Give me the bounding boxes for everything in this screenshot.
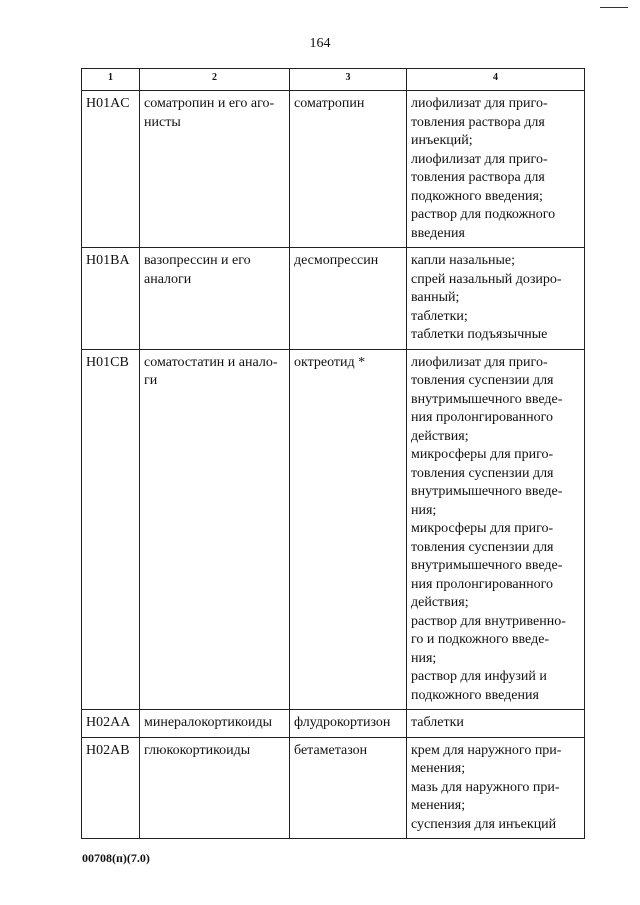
corner-mark bbox=[600, 7, 628, 8]
page-number: 164 bbox=[309, 36, 331, 51]
drug-group-line: глюкокортикоиды bbox=[144, 742, 251, 758]
dosage-form-line: таблетки bbox=[411, 715, 464, 730]
dosage-form-line: ния пролонгированного bbox=[411, 576, 553, 592]
drug-group-line: соматостатин и анало- bbox=[144, 354, 278, 370]
dosage-form-line: ния; bbox=[411, 650, 437, 666]
substance-cell: десмопрессин bbox=[290, 248, 407, 350]
dosage-form-line: таблетки подъязычные bbox=[411, 327, 548, 342]
atc-code-cell: H01AC bbox=[82, 91, 140, 248]
substance-cell: октреотид * bbox=[290, 349, 407, 710]
drug-group-cell bbox=[140, 349, 290, 710]
drug-group-line: минералокортикоиды bbox=[144, 715, 273, 730]
table-row bbox=[82, 91, 585, 248]
drug-group-line: аналоги bbox=[144, 271, 192, 287]
dosage-form-line: капли назальные; bbox=[411, 253, 516, 268]
drug-group-line: соматропин и его аго- bbox=[144, 96, 275, 111]
dosage-form-line: микросферы для приго- bbox=[411, 521, 554, 536]
dosage-form-line: подкожного введения; bbox=[411, 188, 543, 204]
drug-group-cell bbox=[140, 248, 290, 350]
column-header: 3 bbox=[290, 69, 407, 91]
dosage-form-line: действия; bbox=[411, 428, 469, 444]
dosage-form-line: инъекций; bbox=[411, 133, 473, 148]
dosage-form-line: таблетки; bbox=[411, 308, 468, 324]
table-row bbox=[82, 737, 585, 839]
dosage-form-cell bbox=[407, 248, 585, 350]
drug-group-line: вазопрессин и его bbox=[144, 253, 251, 268]
document-table bbox=[81, 68, 585, 839]
dosage-form-line: крем для наружного при- bbox=[411, 742, 562, 758]
atc-code-cell: H02AB bbox=[82, 737, 140, 839]
dosage-form-line: внутримышечного введе- bbox=[411, 558, 563, 573]
dosage-form-line: раствор для инфузий и bbox=[411, 669, 547, 684]
dosage-form-line: товления суспензии для bbox=[411, 373, 554, 388]
table-body bbox=[82, 91, 585, 839]
dosage-form-cell bbox=[407, 91, 585, 248]
table-row bbox=[82, 710, 585, 738]
dosage-form-cell bbox=[407, 737, 585, 839]
column-header: 1 bbox=[82, 69, 140, 91]
substance-cell: флудрокортизон bbox=[290, 710, 407, 738]
dosage-form-line: товления раствора для bbox=[411, 114, 545, 130]
dosage-form-line: товления раствора для bbox=[411, 170, 545, 185]
drug-group-cell bbox=[140, 710, 290, 738]
dosage-form-line: внутримышечного введе- bbox=[411, 391, 563, 407]
dosage-form-line: ния пролонгированного bbox=[411, 410, 553, 425]
dosage-form-line: подкожного введения bbox=[411, 687, 539, 703]
drug-group-cell bbox=[140, 737, 290, 839]
atc-code-cell: H01BA bbox=[82, 248, 140, 350]
column-header: 2 bbox=[140, 69, 290, 91]
dosage-form-line: менения; bbox=[411, 798, 466, 813]
substance-cell: соматропин bbox=[290, 91, 407, 248]
substance-cell: бетаметазон bbox=[290, 737, 407, 839]
dosage-form-line: лиофилизат для приго- bbox=[411, 151, 548, 167]
table-row bbox=[82, 349, 585, 710]
drug-group-cell bbox=[140, 91, 290, 248]
drug-group-line: ги bbox=[144, 373, 158, 388]
dosage-form-line: спрей назальный дозиро- bbox=[411, 271, 562, 287]
dosage-form-line: раствор для подкожного bbox=[411, 207, 556, 222]
dosage-form-line: суспензия для инъекций bbox=[411, 816, 557, 832]
dosage-form-line: микросферы для приго- bbox=[411, 447, 554, 462]
dosage-form-cell bbox=[407, 710, 585, 738]
dosage-form-line: ванный; bbox=[411, 290, 460, 305]
dosage-form-line: ния; bbox=[411, 502, 437, 518]
dosage-form-cell bbox=[407, 349, 585, 710]
dosage-form-line: лиофилизат для приго- bbox=[411, 354, 548, 370]
dosage-form-line: мазь для наружного при- bbox=[411, 779, 560, 795]
dosage-form-line: товления суспензии для bbox=[411, 465, 554, 481]
dosage-form-line: внутримышечного введе- bbox=[411, 484, 563, 499]
column-header: 4 bbox=[407, 69, 585, 91]
dosage-form-line: раствор для внутривенно- bbox=[411, 613, 566, 629]
drug-group-line: нисты bbox=[144, 114, 181, 130]
atc-code-cell: H01CB bbox=[82, 349, 140, 710]
document-code: 00708(п)(7.0) bbox=[82, 851, 150, 865]
dosage-form-line: действия; bbox=[411, 595, 469, 610]
table-row bbox=[82, 248, 585, 350]
dosage-form-line: го и подкожного введе- bbox=[411, 632, 550, 647]
atc-code-cell: H02AA bbox=[82, 710, 140, 738]
dosage-form-line: лиофилизат для приго- bbox=[411, 96, 548, 111]
dosage-form-line: менения; bbox=[411, 761, 466, 776]
dosage-form-line: введения bbox=[411, 225, 465, 241]
dosage-form-line: товления суспензии для bbox=[411, 539, 554, 555]
table-header-row bbox=[82, 69, 585, 91]
